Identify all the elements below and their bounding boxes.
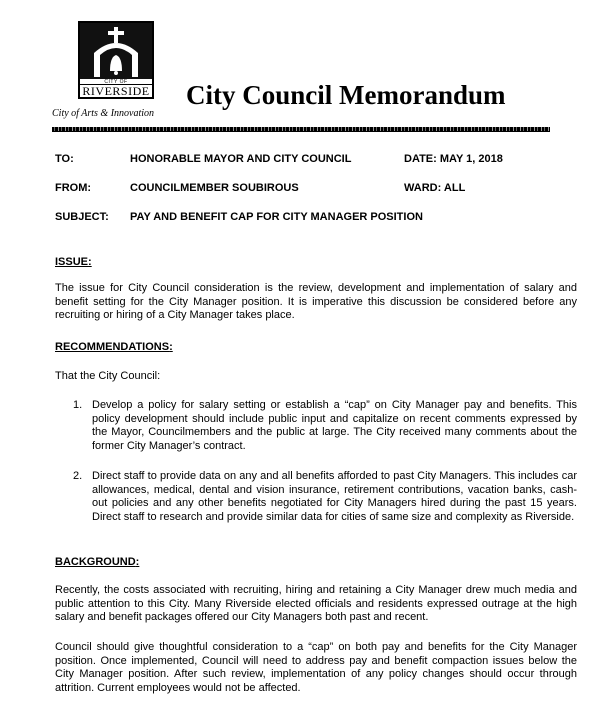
background-paragraph-1: Recently, the costs associated with recruiting, hiring and retaining a City Manager drew much media and public attention to this City. Many Riverside elected officials and residents expressed outrage at the high salary and benefit packages offered our City Managers both past and recent. bbox=[55, 584, 577, 624]
header-rule-line bbox=[52, 131, 550, 132]
bell-tower-icon bbox=[80, 23, 152, 79]
to-value: HONORABLE MAYOR AND CITY COUNCIL bbox=[130, 153, 352, 165]
recommendations-heading: RECOMMENDATIONS: bbox=[55, 341, 173, 353]
ward-field: WARD: ALL bbox=[404, 182, 466, 194]
from-value: COUNCILMEMBER SOUBIROUS bbox=[130, 182, 299, 194]
recommendation-1-text: Develop a policy for salary setting or establish a “cap” on City Manager pay and benefits. This policy development should include public input and capitalize on recent comments expressed by the Mayor, Councilmembers and the public at large. The City received many comments about the former City Manager’s contract. bbox=[92, 399, 577, 453]
riverside-logo bbox=[78, 21, 154, 99]
to-label: TO: bbox=[55, 153, 74, 165]
recommendation-1-number: 1. bbox=[73, 399, 83, 411]
logo-city-of: CITY OF bbox=[104, 79, 128, 85]
logo-city-name: RIVERSIDE bbox=[80, 84, 152, 98]
logo-tagline: City of Arts & Innovation bbox=[52, 108, 155, 119]
date-field: DATE: MAY 1, 2018 bbox=[404, 153, 503, 165]
background-heading: BACKGROUND: bbox=[55, 556, 140, 568]
issue-text: The issue for City Council consideration is the review, development and implementation of salary and benefit setting for the City Manager position. It is imperative this discussion be considered before any recruiting or hiring of a City Manager takes place. bbox=[55, 282, 577, 322]
recommendations-intro: That the City Council: bbox=[55, 370, 161, 382]
background-paragraph-2: Council should give thoughtful consideration to a “cap” on both pay and benefits for the City Manager position. Once implemented, Council will need to address pay and benefit compaction issues below the City Manager position. After such review, implementation of any policy changes should occur through attrition. Current employees would not be affected. bbox=[55, 641, 577, 695]
issue-heading: ISSUE: bbox=[55, 256, 92, 268]
from-label: FROM: bbox=[55, 182, 92, 194]
page-title: City Council Memorandum bbox=[186, 80, 506, 110]
subject-label: SUBJECT: bbox=[55, 211, 109, 223]
recommendation-2-number: 2. bbox=[73, 470, 83, 482]
recommendation-2-text: Direct staff to provide data on any and all benefits afforded to past City Managers. This includes car allowances, medical, dental and vision insurance, retirement contributions, vacation banks, cash-out policies and any other benefits negotiated for City Managers hired during the past 15 years. Direct staff to research and provide similar data for cities of same size and complexity as Riverside. bbox=[92, 470, 577, 524]
subject-value: PAY AND BENEFIT CAP FOR CITY MANAGER POSITION bbox=[130, 211, 423, 223]
